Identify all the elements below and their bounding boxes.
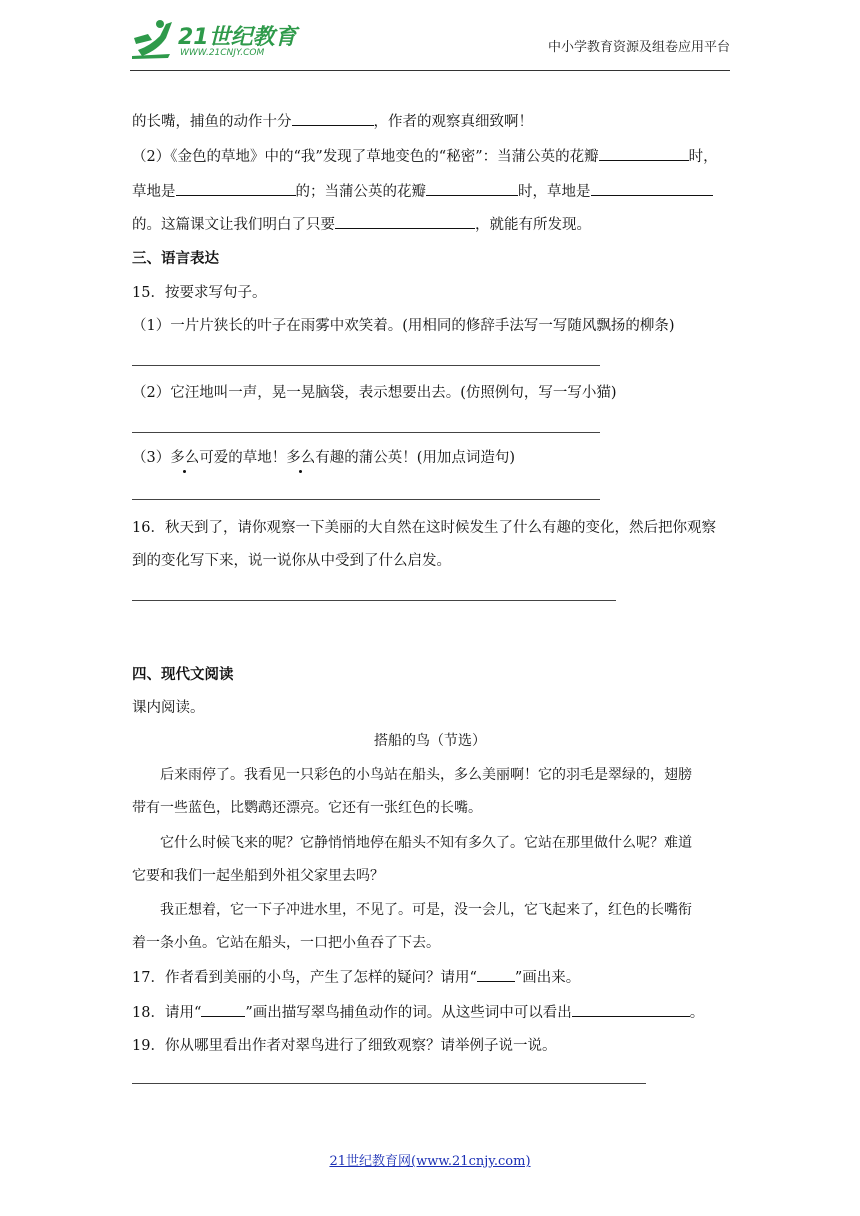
q18 <box>132 1002 704 1023</box>
q16-line1: 16．秋天到了，请你观察一下美丽的大自然在这时候发生了什么有趣的变化，然后把你观察 <box>132 520 716 536</box>
answer-line[interactable] <box>132 365 600 366</box>
q14-line3 <box>132 181 713 202</box>
answer-blank[interactable] <box>176 181 296 196</box>
answer-blank[interactable] <box>591 181 713 196</box>
answer-line[interactable] <box>132 432 600 433</box>
q15-stem: 15．按要求写句子。 <box>132 285 267 301</box>
header-platform-text: 中小学教育资源及组卷应用平台 <box>547 40 730 55</box>
text: （3） <box>132 450 171 466</box>
text: 18．请用“ <box>132 1005 202 1021</box>
running-man-icon <box>130 16 176 60</box>
dotted-word: 多么 <box>286 450 316 466</box>
passage-p1-line2: 带有一些蓝色，比鹦鹉还漂亮。它还有一张红色的长嘴。 <box>132 800 482 816</box>
text: 的长嘴，捕鱼的动作十分 <box>132 114 292 130</box>
text: 17．作者看到美丽的小鸟，产生了怎样的疑问？请用“ <box>132 970 477 986</box>
answer-blank[interactable] <box>426 181 518 196</box>
logo <box>130 16 330 64</box>
logo-text: 21世纪教育 <box>178 25 297 50</box>
passage-p2-line2: 它要和我们一起坐船到外祖父家里去吗？ <box>132 868 384 884</box>
answer-blank[interactable] <box>335 214 475 229</box>
section-title-4: 四、现代文阅读 <box>132 666 234 683</box>
answer-blank[interactable] <box>599 146 689 161</box>
page-footer <box>0 1150 860 1169</box>
text: ，作者的观察真细致啊！ <box>373 114 533 130</box>
q14-line2 <box>132 146 718 167</box>
q15-part1: （1）一片片狭长的叶子在雨雾中欢笑着。(用相同的修辞手法写一写随风飘扬的柳条) <box>132 318 675 334</box>
passage-p1-line1: 后来雨停了。我看见一只彩色的小鸟站在船头，多么美丽啊！它的羽毛是翠绿的，翅膀 <box>160 767 692 783</box>
q19: 19．你从哪里看出作者对翠鸟进行了细致观察？请举例子说一说。 <box>132 1038 557 1054</box>
text: ”画出描写翠鸟捕鱼动作的词。从这些词中可以看出 <box>245 1005 572 1021</box>
q15-part3 <box>132 448 515 468</box>
text: 的；当蒲公英的花瓣 <box>295 184 426 200</box>
text: ”画出来。 <box>514 970 581 986</box>
q14-line1 <box>132 111 533 132</box>
answer-blank[interactable] <box>292 111 374 126</box>
page-header <box>130 10 730 71</box>
text: （2）《金色的草地》中的“我”发现了草地变色的“秘密”：当蒲公英的花瓣 <box>132 149 599 165</box>
text: 的。这篇课文让我们明白了只要 <box>132 217 335 233</box>
q17 <box>132 968 580 988</box>
passage-p3-line2: 着一条小鱼。它站在船头，一口把小鱼吞了下去。 <box>132 935 440 951</box>
underline-sample <box>201 1005 245 1017</box>
section-intro: 课内阅读。 <box>132 700 205 716</box>
passage-p3-line1: 我正想着，它一下子冲进水里，不见了。可是，没一会儿，它飞起来了，红色的长嘴衔 <box>160 902 692 918</box>
section-title-3: 三、语言表达 <box>132 250 219 267</box>
text: 时， <box>688 149 718 165</box>
text: ，就能有所发现。 <box>475 217 591 233</box>
answer-line[interactable] <box>132 1083 646 1084</box>
text: 草地是 <box>132 184 176 200</box>
text: 可爱的草地！ <box>199 450 287 466</box>
footer-link[interactable]: 21世纪教育网(www.21cnjy.com) <box>329 1154 531 1169</box>
q14-line4 <box>132 214 591 235</box>
answer-line[interactable] <box>132 499 600 500</box>
answer-blank[interactable] <box>572 1002 690 1017</box>
text: 时，草地是 <box>518 184 591 200</box>
answer-line[interactable] <box>132 600 616 601</box>
text: 有趣的蒲公英！(用加点词造句) <box>315 450 516 466</box>
passage-p2-line1: 它什么时候飞来的呢？它静悄悄地停在船头不知有多久了。它站在那里做什么呢？难道 <box>160 835 692 851</box>
q15-part2: （2）它汪地叫一声，晃一晃脑袋，表示想要出去。(仿照例句，写一写小猫) <box>132 385 617 401</box>
logo-url: WWW.21CNJY.COM <box>180 48 265 58</box>
underline-sample <box>477 970 515 982</box>
text: 。 <box>689 1005 705 1021</box>
passage-title: 搭船的鸟（节选） <box>374 733 486 749</box>
q16-line2: 到的变化写下来，说一说你从中受到了什么启发。 <box>132 553 451 569</box>
dotted-word: 多么 <box>170 450 200 466</box>
